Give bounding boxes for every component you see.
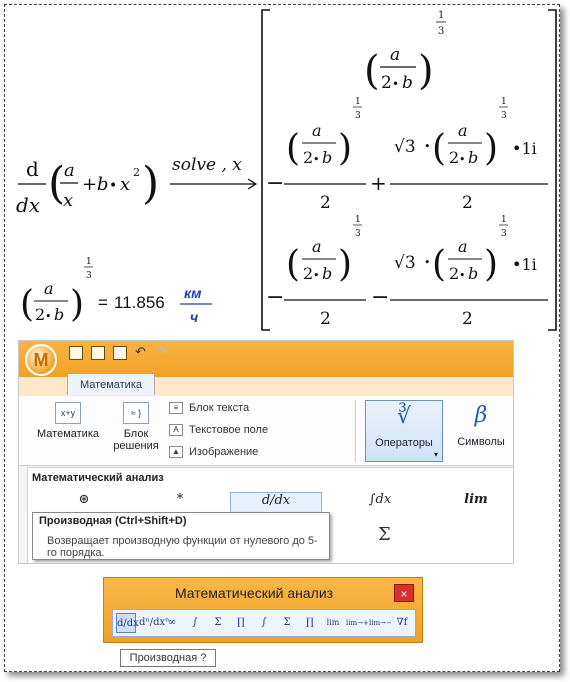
svg-text:a: a [458, 121, 468, 140]
d-numerator: d [26, 157, 39, 181]
svg-text:•: • [459, 153, 466, 166]
svg-text:b: b [468, 148, 479, 167]
evaluation-expression [20, 257, 93, 325]
svg-text:•: • [424, 256, 431, 269]
equals-sign: = [98, 293, 108, 312]
svg-text:(: ( [20, 284, 35, 325]
toolbar-icons [112, 609, 416, 637]
svg-text:2: 2 [303, 148, 314, 167]
svg-text:3: 3 [355, 229, 361, 239]
dot-op: • [109, 178, 118, 194]
right-paren: ) [142, 158, 160, 209]
image-icon: ▲ [169, 446, 183, 458]
svg-text:2: 2 [462, 193, 473, 213]
text-field-label: Текстовое поле [189, 424, 269, 436]
svg-text:2: 2 [35, 305, 46, 324]
toolbar-title: Математический анализ [174, 585, 334, 601]
svg-text:b: b [322, 264, 333, 283]
svg-text:+: + [370, 171, 387, 195]
svg-text:•1i: •1i [512, 139, 537, 158]
svg-text:b: b [468, 264, 479, 283]
svg-text:): ) [338, 128, 353, 169]
a-num: a [64, 160, 75, 181]
svg-text:2: 2 [303, 264, 314, 283]
op-limit[interactable]: lim [464, 492, 488, 507]
row1-expression [364, 10, 446, 94]
x-den: x [63, 190, 74, 211]
svg-text:3: 3 [438, 26, 445, 37]
ribbon-title-bar [19, 341, 513, 377]
new-doc-icon[interactable] [69, 346, 83, 360]
svg-text:•: • [424, 140, 431, 153]
svg-text:•: • [459, 269, 466, 282]
svg-text:a: a [390, 45, 401, 65]
tooltip-title: Производная (Ctrl+Shift+D) [39, 515, 187, 527]
x-var: x [120, 174, 131, 195]
solve-keyword: solve , x [172, 155, 242, 175]
text-block-item[interactable] [169, 402, 249, 414]
tab-math[interactable]: Математика [67, 373, 155, 395]
operators-label: Операторы [375, 437, 433, 449]
math-region-icon: x+y [55, 402, 81, 424]
svg-text:1: 1 [86, 257, 92, 267]
svg-text:2: 2 [449, 148, 460, 167]
svg-text:(: ( [364, 48, 380, 94]
svg-text:(: ( [432, 128, 447, 169]
svg-text:): ) [418, 48, 434, 94]
open-folder-icon[interactable] [91, 346, 105, 360]
infinity-icon[interactable]: ∞ [167, 617, 177, 628]
svg-text:1: 1 [501, 215, 507, 225]
svg-text:•: • [313, 269, 320, 282]
calculus-panel [27, 467, 514, 564]
svg-text:−: − [266, 171, 285, 196]
exponent-2: 2 [133, 166, 140, 179]
left-bracket [262, 10, 270, 330]
svg-text:3: 3 [86, 271, 92, 281]
symbols-icon: β [474, 403, 488, 428]
svg-text:1: 1 [355, 97, 361, 107]
range-sum-icon[interactable]: Σ [214, 617, 222, 628]
svg-text:1: 1 [355, 215, 361, 225]
svg-text:3: 3 [355, 111, 361, 121]
calculus-toolbar [103, 577, 423, 643]
row3-expression [266, 215, 548, 329]
symbols-label: Символы [457, 436, 505, 448]
b-var: b [97, 174, 109, 195]
right-bracket [548, 10, 556, 330]
gradient-icon[interactable]: ∇f [396, 617, 408, 628]
solve-block-button[interactable] [109, 402, 163, 452]
close-icon[interactable]: × [394, 584, 414, 602]
solve-block-label-2: решения [113, 440, 159, 452]
operators-button[interactable] [365, 400, 443, 462]
svg-text:√3: √3 [394, 253, 416, 273]
math-button-label: Математика [37, 428, 99, 440]
op-multiply[interactable]: * [176, 492, 184, 507]
svg-text:√3: √3 [394, 137, 416, 157]
text-block-icon: ≡ [169, 402, 183, 414]
svg-text:a: a [44, 279, 54, 298]
svg-text:a: a [312, 121, 322, 140]
result-value: 11.856 [114, 293, 165, 312]
symbols-button[interactable] [451, 400, 511, 462]
left-paren: ( [48, 158, 66, 209]
text-field-icon: A [169, 424, 183, 436]
op-sum[interactable]: Σ [378, 524, 391, 545]
svg-text:): ) [70, 284, 85, 325]
group-divider [355, 400, 356, 462]
text-block-label: Блок текста [189, 402, 250, 414]
svg-text:(: ( [286, 244, 301, 285]
svg-text:): ) [484, 128, 499, 169]
svg-text:2: 2 [449, 264, 460, 283]
undo-icon[interactable]: ↶ [135, 344, 146, 359]
plus-sign: + [82, 174, 98, 195]
solve-block-icon: ≈ } [123, 402, 149, 424]
operators-icon: ∛ [396, 404, 412, 429]
chevron-down-icon: ▾ [433, 450, 438, 459]
definite-integral-icon[interactable]: ∫ [192, 617, 198, 628]
svg-text:•: • [392, 77, 400, 91]
text-field-item[interactable] [169, 424, 268, 436]
svg-text:b: b [54, 305, 65, 324]
row2-expression [266, 97, 548, 213]
svg-text:2: 2 [462, 309, 473, 329]
math-worksheet [0, 0, 570, 340]
svg-text:): ) [484, 244, 499, 285]
svg-text:a: a [312, 237, 322, 256]
unit-numerator: км [184, 285, 202, 301]
redo-icon[interactable]: ↷ [157, 344, 168, 359]
nth-derivative-icon[interactable]: dⁿ/dxⁿ [139, 617, 170, 628]
op-convolution[interactable]: ⊛ [78, 492, 90, 507]
svg-text:2: 2 [320, 193, 331, 213]
svg-text:): ) [338, 244, 353, 285]
panel-title: Математический анализ [32, 472, 164, 484]
svg-text:(: ( [432, 244, 447, 285]
op-derivative[interactable]: d/dx [230, 492, 322, 514]
image-label: Изображение [189, 446, 259, 458]
svg-text:b: b [322, 148, 333, 167]
derivative-tooltip [32, 512, 330, 560]
unit-denominator: ч [190, 309, 199, 325]
ribbon-groups [19, 396, 513, 466]
svg-text:3: 3 [501, 229, 507, 239]
svg-text:1: 1 [438, 10, 445, 21]
svg-text:3: 3 [501, 111, 507, 121]
svg-text:−: − [266, 285, 285, 310]
op-integral[interactable]: ∫dx [368, 492, 392, 507]
math-button[interactable] [33, 402, 103, 440]
derivative-icon[interactable]: d/dx [116, 613, 136, 633]
derivative-hint-tooltip: Производная ? [120, 649, 216, 667]
product-icon[interactable]: ∏ [306, 617, 314, 628]
limit-icon[interactable]: lim [326, 618, 340, 627]
tooltip-text: Возвращает производную функции от нулевого до 5-го порядка. [47, 535, 318, 559]
svg-text:2: 2 [381, 73, 392, 93]
app-logo-button[interactable]: M [25, 344, 57, 376]
svg-text:a: a [458, 237, 468, 256]
solve-block-label-1: Блок [123, 428, 149, 440]
svg-text:b: b [402, 73, 413, 93]
right-limit-icon[interactable]: lim→+ [346, 619, 369, 627]
dx-denominator: dx [16, 193, 41, 217]
svg-text:2: 2 [320, 309, 331, 329]
svg-text:•1i: •1i [512, 255, 537, 274]
svg-text:1: 1 [501, 97, 507, 107]
sum-icon[interactable]: Σ [283, 617, 291, 628]
save-icon[interactable] [113, 346, 127, 360]
ribbon [18, 340, 514, 564]
indefinite-integral-icon[interactable]: ∫ [261, 617, 267, 628]
svg-text:•: • [45, 310, 52, 323]
left-limit-icon[interactable]: lim→− [369, 619, 392, 627]
image-item[interactable] [169, 446, 258, 458]
svg-text:−: − [371, 285, 390, 310]
svg-text:•: • [313, 153, 320, 166]
range-product-icon[interactable]: ∏ [237, 617, 245, 628]
svg-text:(: ( [286, 128, 301, 169]
